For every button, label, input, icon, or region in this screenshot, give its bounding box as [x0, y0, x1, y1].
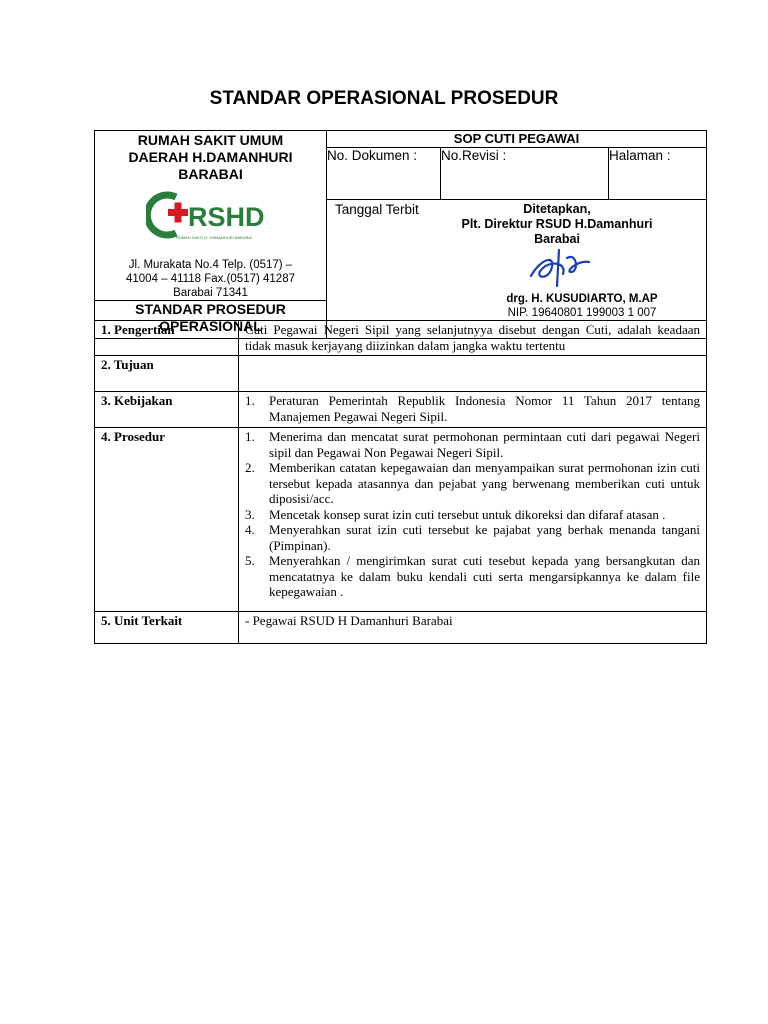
tanggal-terbit-label: Tanggal Terbit	[335, 202, 419, 217]
section-row-prosedur	[95, 428, 707, 612]
hospital-name: RUMAH SAKIT UMUM DAERAH H.DAMANHURI BARABAI	[128, 132, 293, 182]
section-row-pengertian	[95, 321, 707, 356]
page-title: STANDAR OPERASIONAL PROSEDUR	[209, 88, 559, 109]
logo-text: RSHD	[187, 202, 265, 232]
list-item: 2. Memberikan catatan kepegawaian dan menyampaikan surat permohonan izin cuti tersebut kepada atasannya dan pejabat yang berwenang memberikan cuti untuk diposisi/acc.	[245, 460, 700, 506]
ditetapkan-block: Ditetapkan, Plt. Direktur RSUD H.Damanhuri Barabai	[461, 202, 653, 246]
section-content: Cuti Pegawai Negeri Sipil yang selanjutnyya disebut dengan Cuti, adalah keadaan tidak masuk kerjayang diizinkan dalam jangka waktu tertentu	[239, 321, 707, 356]
section-label: 3. Kebijakan	[95, 392, 239, 428]
section-label: 2. Tujuan	[95, 356, 239, 392]
section-row-tujuan	[95, 356, 707, 392]
prosedur-list	[245, 429, 700, 600]
sop-title: SOP CUTI PEGAWAI	[327, 131, 707, 148]
section-row-unit-terkait	[95, 612, 707, 644]
hospital-info-cell	[95, 131, 327, 301]
hospital-address: Jl. Murakata No.4 Telp. (0517) – 41004 – 41118 Fax.(0517) 41287 Barabai 71341	[125, 259, 295, 299]
standar-title: STANDAR PROSEDUR OPERASIONAL	[95, 301, 327, 339]
section-row-kebijakan	[95, 392, 707, 428]
signer-block	[472, 292, 692, 320]
section-content	[239, 356, 707, 392]
signer-name: drg. H. KUSUDIARTO, M.AP	[506, 293, 658, 305]
list-item: 4. Menyerahkan surat izin cuti tersebut ke pajabat yang berhak menanda tangani (Pimpinan).	[245, 522, 700, 553]
no-revisi-label: No.Revisi :	[441, 148, 609, 200]
kebijakan-list	[245, 393, 700, 424]
section-label: 1. Pengertian	[95, 321, 239, 356]
hospital-logo	[95, 189, 326, 248]
red-cross-icon	[146, 189, 276, 243]
signature-image	[527, 248, 597, 288]
no-dokumen-label: No. Dokumen :	[327, 148, 441, 200]
section-label: 5. Unit Terkait	[95, 612, 239, 644]
signer-nip: NIP. 19640801 199003 1 007	[507, 307, 657, 319]
list-item: 1. Peraturan Pemerintah Republik Indonesia Nomor 11 Tahun 2017 tentang Manajemen Pegawai Negeri Sipil.	[245, 393, 700, 424]
header-table	[94, 130, 707, 339]
ditetapkan-cell	[327, 200, 707, 339]
list-item: 3. Mencetak konsep surat izin cuti tersebut untuk dikoreksi dan difaraf atasan .	[245, 506, 666, 522]
sop-body-table	[94, 320, 707, 644]
section-content: - Pegawai RSUD H Damanhuri Barabai	[239, 612, 707, 644]
logo-subtext: RUMAH SAKIT H. DAMANHURI BARABAI	[175, 235, 252, 240]
section-label: 4. Prosedur	[95, 428, 239, 612]
list-item: 5. Menyerahkan / mengirimkan surat cuti tesebut kepada yang bersangkutan dan mencatatnya ke dalam buku kendali cuti serta mengarsipkannya ke dalam file kepegawaian .	[245, 553, 700, 599]
halaman-label: Halaman :	[609, 148, 707, 200]
list-item: 1. Menerima dan mencatat surat permohonan permintaan cuti dari pegawai Negeri sipil dan Pegawai Non Pegawai Negeri Sipil.	[245, 429, 700, 460]
